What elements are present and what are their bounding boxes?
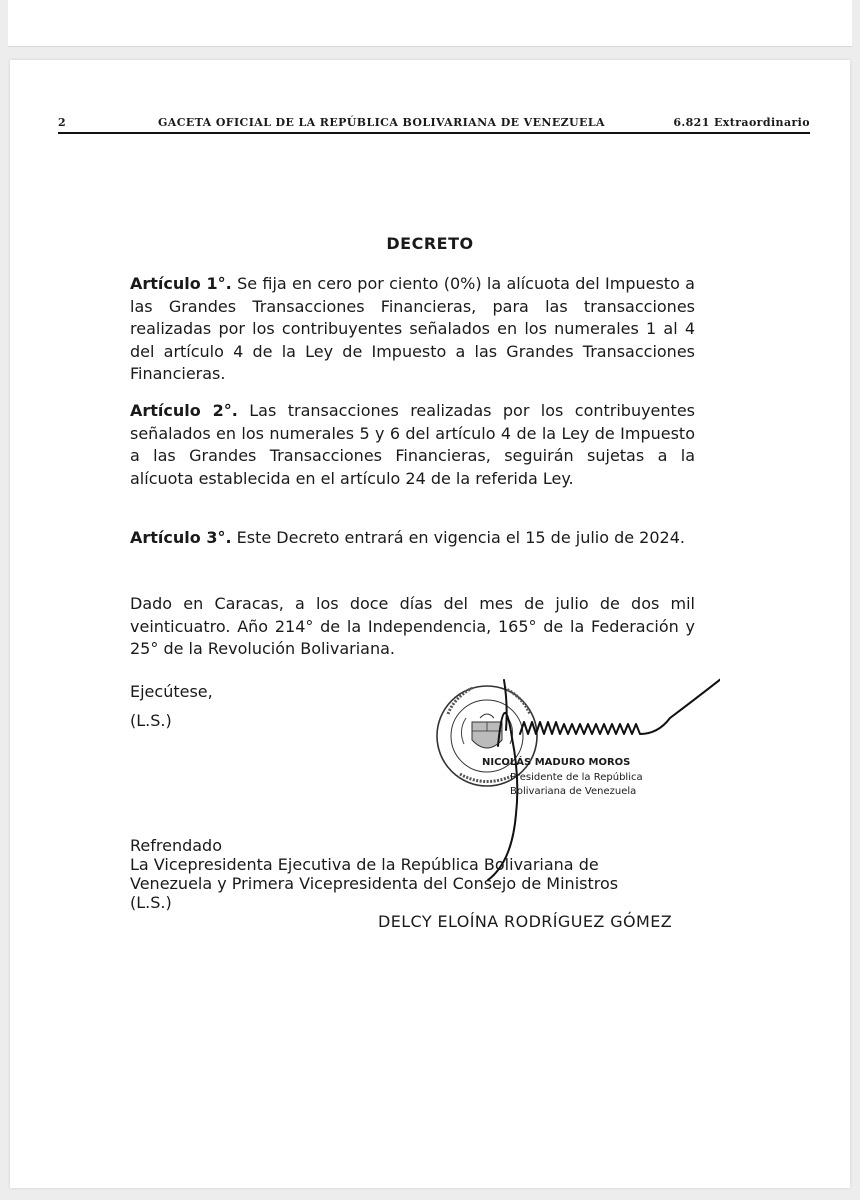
article-3-label: Artículo 3°.	[130, 528, 232, 547]
countersign-line-2: Venezuela y Primera Vicepresidenta del Consejo de Ministros	[130, 874, 619, 893]
header-title: GACETA OFICIAL DE LA REPÚBLICA BOLIVARIANA DE VENEZUELA	[158, 116, 605, 129]
countersign-name: DELCY ELOÍNA RODRÍGUEZ GÓMEZ	[378, 912, 673, 931]
article-2-text: Las transacciones realizadas por los contribuyentes señalados en los numerales 5 y 6 del artículo 4 de la Ley de Impuesto a las Grandes Transacciones Financieras, seguirán sujetas a la alícuota establecida en el artículo 24 de la referida Ley.	[130, 401, 695, 488]
seal-placeholder-ls: (L.S.)	[130, 711, 172, 730]
given-clause: Dado en Caracas, a los doce días del mes de julio de dos mil veinticuatro. Año 214° de la Independencia, 165° de la Federación y 25° de la Revolución Bolivariana.	[130, 594, 695, 658]
article-1	[130, 273, 695, 386]
header-rule	[58, 132, 810, 134]
gazette-header	[58, 116, 810, 132]
decree-title: DECRETO	[386, 234, 474, 253]
article-2	[130, 400, 695, 490]
signatory-role-line-2: Bolivariana de Venezuela	[510, 786, 637, 797]
article-3-text: Este Decreto entrará en vigencia el 15 de julio de 2024.	[236, 528, 685, 547]
countersign-label: Refrendado	[130, 836, 222, 855]
signatory-name: NICOLÁS MADURO MOROS	[482, 757, 631, 768]
gazette-page	[10, 60, 850, 1188]
header-page-number: 2	[58, 116, 67, 129]
article-2-label: Artículo 2°.	[130, 401, 238, 420]
countersign-ls: (L.S.)	[130, 893, 172, 912]
signatory-role	[510, 771, 643, 799]
countersign-block	[130, 836, 730, 912]
execute-label: Ejecútese,	[130, 682, 213, 701]
previous-page-edge	[8, 0, 852, 47]
article-3	[130, 527, 695, 550]
countersign-line-1: La Vicepresidenta Ejecutiva de la República Bolivariana de	[130, 855, 599, 874]
article-1-label: Artículo 1°.	[130, 274, 232, 293]
header-edition: 6.821 Extraordinario	[673, 116, 810, 129]
article-1-text: Se fija en cero por ciento (0%) la alícuota del Impuesto a las Grandes Transacciones Financieras, para las transacciones realizadas por los contribuyentes señalados en los numerales 1 al 4 del artículo 4 de la Ley de Impuesto a las Grandes Transacciones Financieras.	[130, 274, 695, 383]
signatory-role-line-1: Presidente de la República	[510, 772, 643, 783]
